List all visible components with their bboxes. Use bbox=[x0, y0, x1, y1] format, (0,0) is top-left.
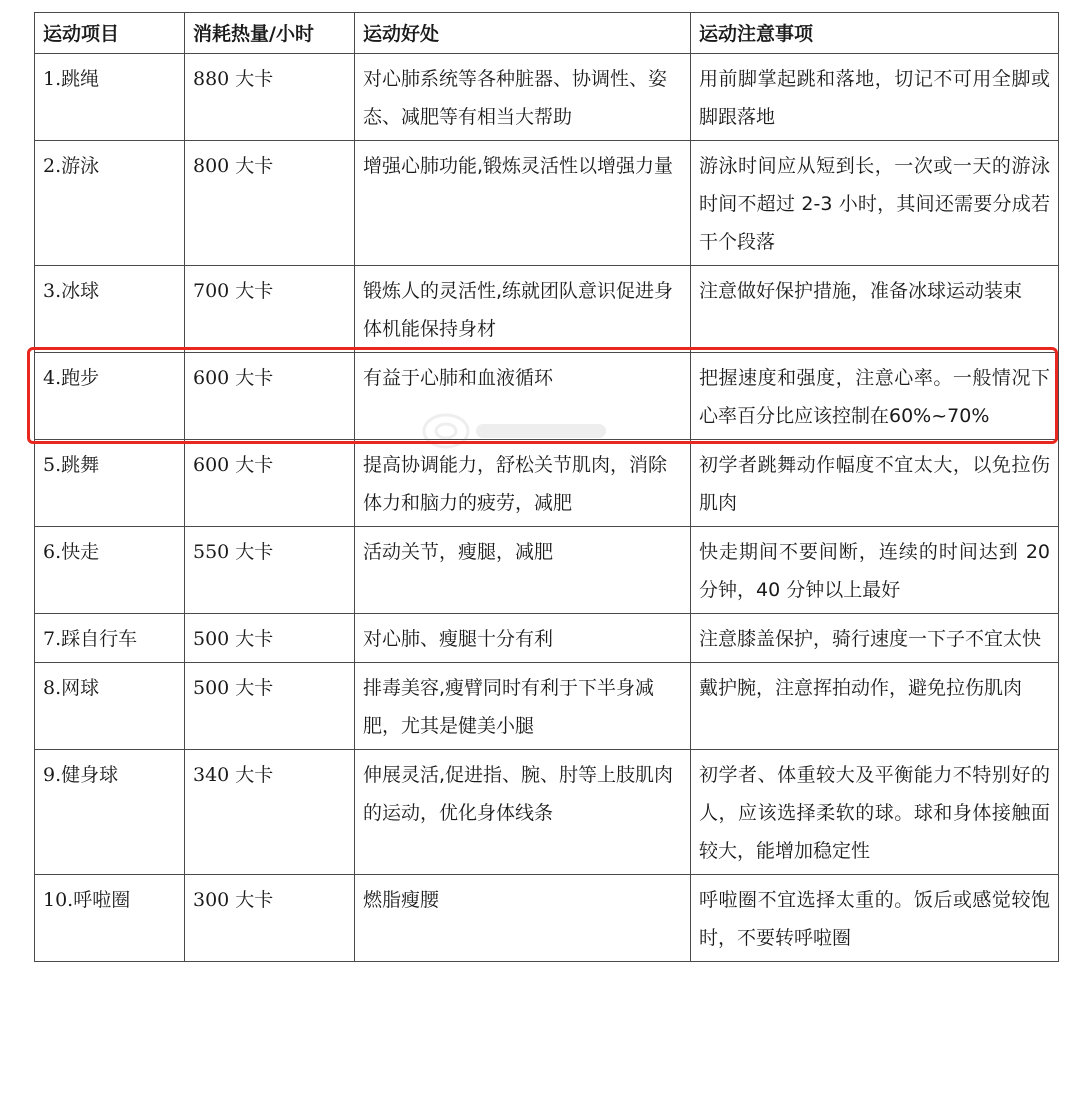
cell-calories: 300 大卡 bbox=[185, 875, 355, 962]
cell-benefit: 对心肺、瘦腿十分有利 bbox=[355, 614, 691, 663]
cell-calories: 700 大卡 bbox=[185, 266, 355, 353]
cell-benefit: 燃脂瘦腰 bbox=[355, 875, 691, 962]
cell-exercise: 10.呼啦圈 bbox=[35, 875, 185, 962]
header-note: 运动注意事项 bbox=[691, 13, 1059, 54]
cell-note: 呼啦圈不宜选择太重的。饭后或感觉较饱时，不要转呼啦圈 bbox=[691, 875, 1059, 962]
cell-note: 初学者跳舞动作幅度不宜太大，以免拉伤肌肉 bbox=[691, 440, 1059, 527]
cell-calories: 340 大卡 bbox=[185, 750, 355, 875]
cell-calories: 550 大卡 bbox=[185, 527, 355, 614]
cell-benefit: 伸展灵活,促进指、腕、肘等上肢肌肉的运动，优化身体线条 bbox=[355, 750, 691, 875]
cell-calories: 800 大卡 bbox=[185, 141, 355, 266]
table-row bbox=[35, 527, 1059, 614]
cell-exercise: 6.快走 bbox=[35, 527, 185, 614]
cell-note: 初学者、体重较大及平衡能力不特别好的人，应该选择柔软的球。球和身体接触面较大，能增加稳定性 bbox=[691, 750, 1059, 875]
cell-exercise: 4.跑步 bbox=[35, 353, 185, 440]
cell-benefit: 提高协调能力，舒松关节肌肉，消除体力和脑力的疲劳，减肥 bbox=[355, 440, 691, 527]
cell-benefit: 活动关节，瘦腿，减肥 bbox=[355, 527, 691, 614]
header-exercise: 运动项目 bbox=[35, 13, 185, 54]
cell-note: 戴护腕，注意挥拍动作，避免拉伤肌肉 bbox=[691, 663, 1059, 750]
cell-calories: 600 大卡 bbox=[185, 440, 355, 527]
cell-exercise: 5.跳舞 bbox=[35, 440, 185, 527]
table-row-highlighted bbox=[35, 353, 1059, 440]
cell-calories: 500 大卡 bbox=[185, 663, 355, 750]
cell-calories: 880 大卡 bbox=[185, 54, 355, 141]
table-row bbox=[35, 440, 1059, 527]
table-row bbox=[35, 266, 1059, 353]
table-row bbox=[35, 750, 1059, 875]
table-row bbox=[35, 141, 1059, 266]
cell-note: 游泳时间应从短到长，一次或一天的游泳时间不超过 2-3 小时，其间还需要分成若干个段落 bbox=[691, 141, 1059, 266]
cell-benefit: 锻炼人的灵活性,练就团队意识促进身体机能保持身材 bbox=[355, 266, 691, 353]
cell-exercise: 1.跳绳 bbox=[35, 54, 185, 141]
cell-exercise: 3.冰球 bbox=[35, 266, 185, 353]
cell-exercise: 7.踩自行车 bbox=[35, 614, 185, 663]
table-row bbox=[35, 875, 1059, 962]
cell-note: 把握速度和强度，注意心率。一般情况下心率百分比应该控制在60%~70% bbox=[691, 353, 1059, 440]
cell-exercise: 2.游泳 bbox=[35, 141, 185, 266]
exercise-calorie-table bbox=[34, 12, 1059, 962]
cell-note: 注意做好保护措施，准备冰球运动装束 bbox=[691, 266, 1059, 353]
cell-benefit: 有益于心肺和血液循环 bbox=[355, 353, 691, 440]
cell-calories: 600 大卡 bbox=[185, 353, 355, 440]
table-row bbox=[35, 614, 1059, 663]
cell-benefit: 增强心肺功能,锻炼灵活性以增强力量 bbox=[355, 141, 691, 266]
cell-benefit: 排毒美容,瘦臂同时有利于下半身减肥，尤其是健美小腿 bbox=[355, 663, 691, 750]
table-header-row bbox=[35, 13, 1059, 54]
cell-exercise: 8.网球 bbox=[35, 663, 185, 750]
cell-note: 用前脚掌起跳和落地，切记不可用全脚或脚跟落地 bbox=[691, 54, 1059, 141]
table-row bbox=[35, 663, 1059, 750]
table-row bbox=[35, 54, 1059, 141]
header-calories: 消耗热量/小时 bbox=[185, 13, 355, 54]
header-benefit: 运动好处 bbox=[355, 13, 691, 54]
cell-exercise: 9.健身球 bbox=[35, 750, 185, 875]
cell-calories: 500 大卡 bbox=[185, 614, 355, 663]
cell-benefit: 对心肺系统等各种脏器、协调性、姿态、减肥等有相当大帮助 bbox=[355, 54, 691, 141]
cell-note: 快走期间不要间断，连续的时间达到 20 分钟，40 分钟以上最好 bbox=[691, 527, 1059, 614]
cell-note: 注意膝盖保护，骑行速度一下子不宜太快 bbox=[691, 614, 1059, 663]
